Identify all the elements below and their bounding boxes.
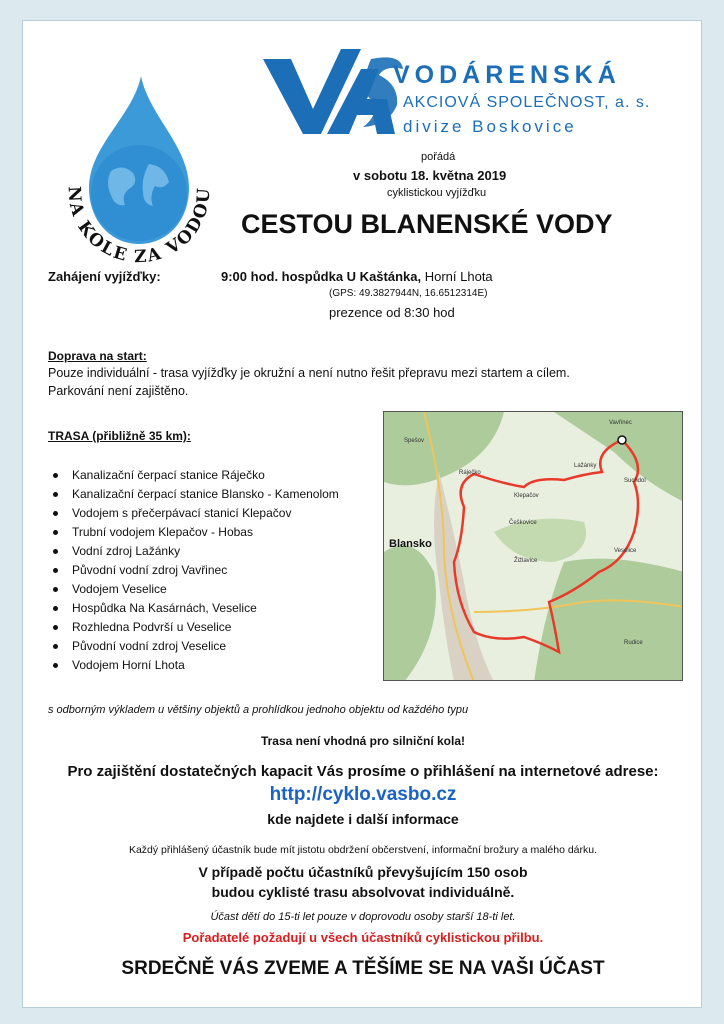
map-label: Vavřinec [609,420,632,426]
event-type: cyklistickou vyjížďku [387,187,487,199]
signup-request: Pro zajištění dostatečných kapacit Vás prosíme o přihlášení na internetové adrese: [67,763,659,780]
start-gps: (GPS: 49.3827944N, 16.6512314E) [329,288,488,299]
event-title: CESTOU BLANENSKÉ VODY [241,209,613,239]
na-kole-za-vodou-logo [49,76,229,276]
guided-note: s odborným výkladem u většiny objektů a prohlídkou jednoho objektu od každého typu [48,704,469,716]
start-time-place: 9:00 hod. hospůdka U Kaštánka, [221,269,422,284]
transport-line2: Parkování není zajištěno. [48,384,189,398]
route-stop: Rozhledna Podvrší u Veselice [48,618,378,637]
map-label: Suchdol [624,478,646,484]
transport-heading: Doprava na start: [48,349,147,363]
route-stop: Trubní vodojem Klepačov - Hobas [48,523,378,542]
route-stop: Vodní zdroj Lažánky [48,542,378,561]
route-stop: Hospůdka Na Kasárnách, Veselice [48,599,378,618]
map-label: Spešov [404,438,425,444]
poster-page [22,20,702,1008]
organizes-text: pořádá [421,151,456,163]
route-stop: Kanalizační čerpací stanice Blansko - Kamenolom [48,485,378,504]
start-label: Zahájení vyjížďky: [48,269,161,284]
route-stop: Vodojem s přečerpávací stanicí Klepačov [48,504,378,523]
route-heading: TRASA (přibližně 35 km): [48,429,191,443]
map-label: Veselice [614,548,637,554]
start-town: Horní Lhota [424,269,493,284]
signup-url-link[interactable]: http://cyklo.vasbo.cz [269,784,457,805]
map-label: Lažánky [574,463,597,469]
map-label: Rudice [624,640,643,646]
more-info-text: kde najdete i další informace [267,811,459,827]
route-stop: Původní vodní zdroj Veselice [48,637,378,656]
map-label: Češkovice [509,520,537,526]
children-note: Účast dětí do 15-ti let pouze v doprovodu osoby starší 18-ti let. [210,911,516,923]
map-city-label: Blansko [389,538,432,550]
route-stop: Původní vodní zdroj Vavřinec [48,561,378,580]
limit-line2: budou cyklisté trasu absolvovat individuálně. [211,884,515,900]
route-stop: Vodojem Veselice [48,580,378,599]
route-list [48,466,378,675]
helmet-note: Pořadatelé požadují u všech účastníků cyklistickou přilbu. [182,930,544,945]
closing-invitation: SRDEČNĚ VÁS ZVEME A TĚŠÍME SE NA VAŠI ÚČAST [121,958,605,979]
map-label: Ráječko [459,470,481,476]
no-road-bikes-note: Trasa není vhodná pro silniční kola! [260,734,466,748]
brand-division: divize Boskovice [403,117,577,136]
transport-line1: Pouze individuální - trasa vyjížďky je okružní a není nutno řešit přepravu mezi startem a cílem. [48,366,570,380]
start-place [221,269,493,284]
brand-name: VODÁRENSKÁ [393,61,621,89]
route-map [383,411,683,681]
logo-circle-text: NA KOLE ZA VODOU [63,185,215,268]
event-date: v sobotu 18. května 2019 [353,168,507,183]
limit-line1: V případě počtu účastníků převyšujícím 150 osob [198,864,528,880]
gifts-note: Každý přihlášený účastník bude mít jistotu obdržení občerstvení, informační brožury a malého dárku. [128,844,598,856]
map-label: Klepačov [514,493,539,499]
map-label: Žižlavice [514,558,538,564]
brand-company: AKCIOVÁ SPOLEČNOST, a. s. [403,94,651,111]
route-stop: Kanalizační čerpací stanice Ráječko [48,466,378,485]
start-registration: prezence od 8:30 hod [329,305,455,320]
route-stop: Vodojem Horní Lhota [48,656,378,675]
